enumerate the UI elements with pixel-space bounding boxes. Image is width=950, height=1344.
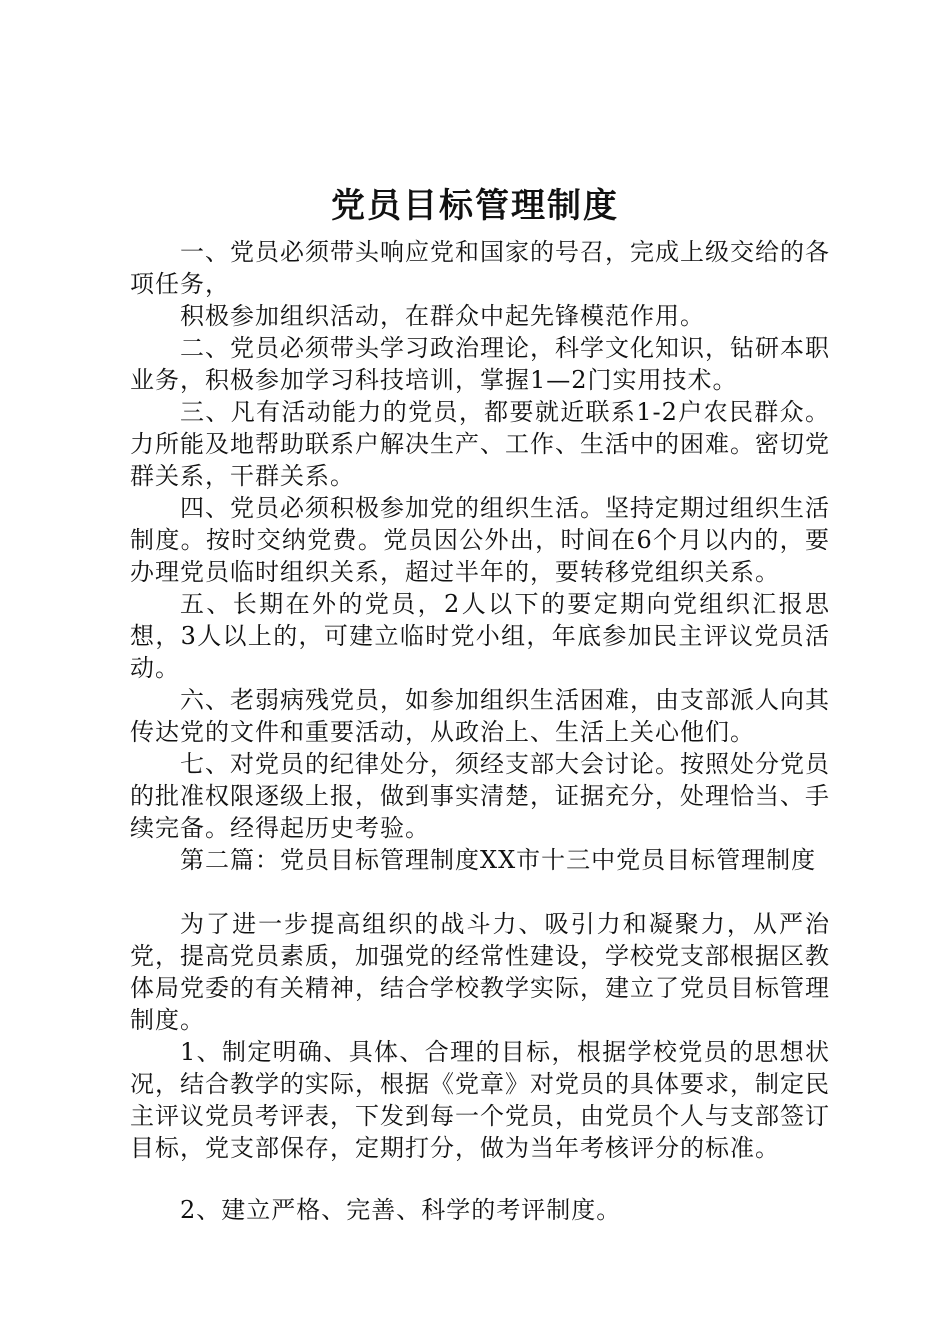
paragraph-8: 七、对党员的纪律处分，须经支部大会讨论。按照处分党员的批准权限逐级上报，做到事实清楚，证据充分，处理恰当、手续完备。经得起历史考验。: [130, 750, 830, 842]
document-title: 党员目标管理制度: [331, 186, 619, 226]
paragraph-2: 积极参加组织活动，在群众中起先锋模范作用。: [180, 302, 705, 330]
paragraph-item-1: 1、制定明确、具体、合理的目标，根据学校党员的思想状况，结合教学的实际，根据《党章》对党员的具体要求，制定民主评议党员考评表，下发到每一个党员，由党员个人与支部签订目标，党支部保存，定期打分，做为当年考核评分的标准。: [130, 1038, 830, 1162]
paragraph-5: 四、党员必须积极参加党的组织生活。坚持定期过组织生活制度。按时交纳党费。党员因公外出，时间在6个月以内的，要办理党员临时组织关系，超过半年的，要转移党组织关系。: [130, 494, 830, 586]
paragraph-item-2: 2、建立严格、完善、科学的考评制度。: [180, 1196, 622, 1224]
paragraph-4: 三、凡有活动能力的党员，都要就近联系1-2户农民群众。力所能及地帮助联系户解决生产、工作、生活中的困难。密切党群关系，干群关系。: [130, 398, 830, 490]
paragraph-6: 五、长期在外的党员，2人以下的要定期向党组织汇报思想，3人以上的，可建立临时党小组，年底参加民主评议党员活动。: [130, 590, 830, 682]
section-heading: 第二篇：党员目标管理制度XX市十三中党员目标管理制度: [180, 846, 817, 874]
paragraph-intro: 为了进一步提高组织的战斗力、吸引力和凝聚力，从严治党，提高党员素质，加强党的经常性建设，学校党支部根据区教体局党委的有关精神，结合学校教学实际，建立了党员目标管理制度。: [130, 910, 830, 1034]
paragraph-3: 二、党员必须带头学习政治理论，科学文化知识，钻研本职业务，积极参加学习科技培训，掌握1—2门实用技术。: [130, 334, 830, 394]
document-body: [130, 236, 830, 1226]
paragraph-7: 六、老弱病残党员，如参加组织生活困难，由支部派人向其传达党的文件和重要活动，从政治上、生活上关心他们。: [130, 686, 830, 746]
paragraph-1: 一、党员必须带头响应党和国家的号召，完成上级交给的各项任务，: [130, 238, 830, 298]
